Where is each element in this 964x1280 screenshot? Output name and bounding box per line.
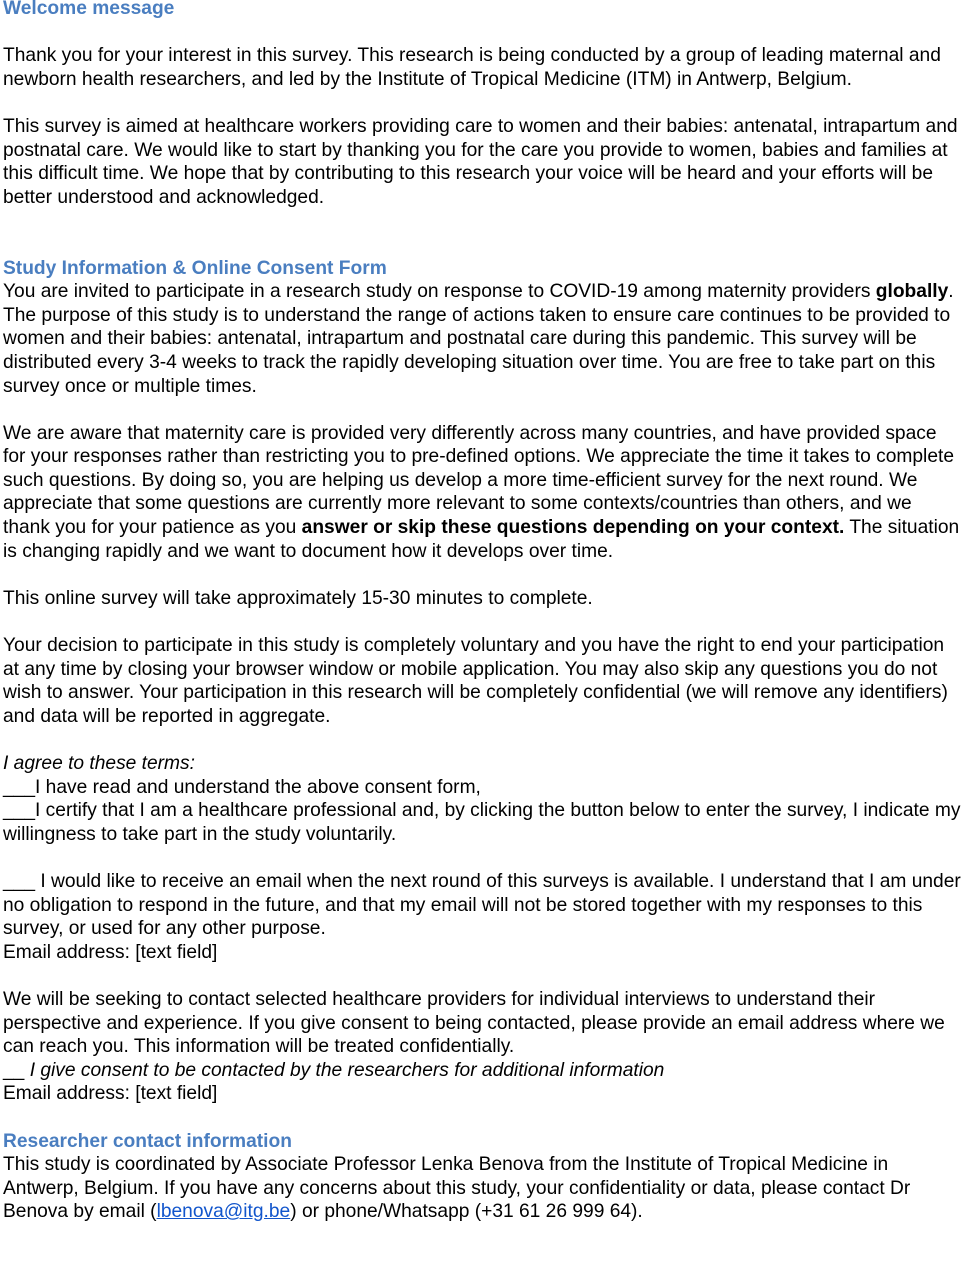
- consent-item-certify[interactable]: ___I certify that I am a healthcare professional and, by clicking the button below to enter the survey, I indicate my willingness to take part in the study voluntarily.: [3, 800, 961, 845]
- email-field-1[interactable]: Email address: [text field]: [3, 941, 218, 963]
- study-paragraph-2: We are aware that maternity care is provided very differently across many countries, and have provided space for your responses rather than restricting you to pre-defined options. We appreciate the time it takes to complete such questions. By doing so, you are helping us develop a more time-efficient survey for the next round. We appreciate that some questions are currently more relevant to some contexts/countries than others, and we thank you for your patience as you answer or skip these questions depending on your context. The situation is changing rapidly and we want to document how it develops over time.: [3, 422, 960, 562]
- welcome-heading: Welcome message: [3, 0, 175, 19]
- contact-heading: Researcher contact information: [3, 1130, 292, 1152]
- interview-paragraph: We will be seeking to contact selected healthcare providers for individual interviews to understand their perspective and experience. If you give consent to being contacted, please provide an email address where we can reach you. This information will be treated confidentially.: [3, 988, 945, 1058]
- study-duration: This online survey will take approximately 15-30 minutes to complete.: [3, 587, 593, 609]
- study-paragraph-1: You are invited to participate in a research study on response to COVID-19 among maternity providers globally. The purpose of this study is to understand the range of actions taken to ensure care continues to be provided to women and their babies: antenatal, intrapartum and postnatal care during this pandemic. This survey will be distributed every 3-4 weeks to track the rapidly developing situation over time. You are free to take part on this survey once or multiple times.: [3, 281, 954, 397]
- consent-document: [3, 0, 963, 1224]
- consent-agree-label: I agree to these terms:: [3, 753, 195, 774]
- consent-item-read[interactable]: ___I have read and understand the above consent form,: [3, 776, 481, 798]
- email-field-2[interactable]: Email address: [text field]: [3, 1083, 218, 1105]
- welcome-paragraph-2: This survey is aimed at healthcare workers providing care to women and their babies: antenatal, intrapartum and postnatal care. We would like to start by thanking you for the care you provide to women, babies and families at this difficult time. We hope that by contributing to this research your voice will be heard and your efforts will be better understood and acknowledged.: [3, 115, 958, 208]
- study-heading: Study Information & Online Consent Form: [3, 257, 387, 279]
- consent-item-email-next-round[interactable]: ___ I would like to receive an email when the next round of this surveys is available. I understand that I am under no obligation to respond in the future, and that my email will not be stored together with my responses to this survey, or used for any other purpose.: [3, 870, 961, 940]
- welcome-paragraph-1: Thank you for your interest in this survey. This research is being conducted by a group of leading maternal and newborn health researchers, and led by the Institute of Tropical Medicine (ITM) in Antwerp, Belgium.: [3, 45, 941, 90]
- study-voluntary: Your decision to participate in this study is completely voluntary and you have the right to end your participation at any time by closing your browser window or mobile application. You may also skip any questions you do not wish to answer. Your participation in this research will be completely confidential (we will remove any identifiers) and data will be reported in aggregate.: [3, 635, 948, 727]
- consent-item-contact[interactable]: __ I give consent to be contacted by the researchers for additional information: [3, 1059, 665, 1081]
- contact-paragraph: This study is coordinated by Associate Professor Lenka Benova from the Institute of Tropical Medicine in Antwerp, Belgium. If you have any concerns about this study, your confidentiality or data, please contact Dr Benova by email (lbenova@itg.be) or phone/Whatsapp (+31 61 26 999 64).: [3, 1154, 911, 1223]
- email-link[interactable]: lbenova@itg.be: [156, 1201, 291, 1223]
